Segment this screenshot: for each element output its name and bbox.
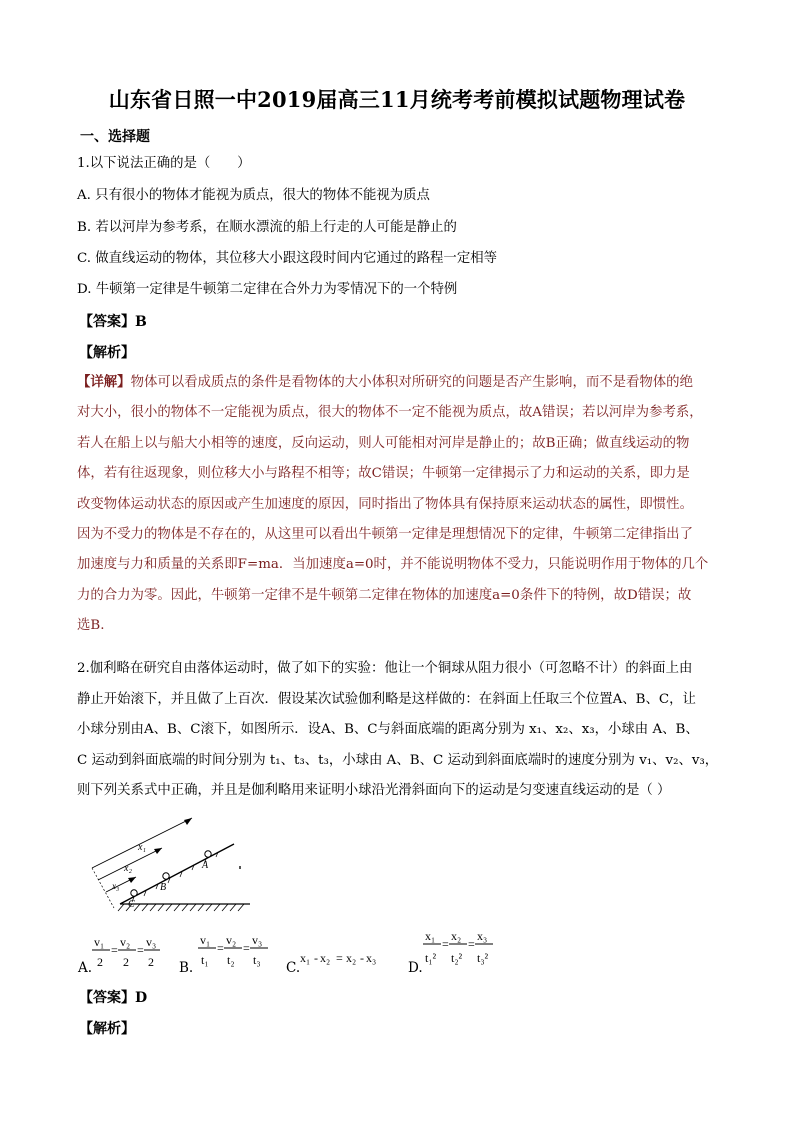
label-a: A — [202, 860, 209, 871]
svg-text:=: = — [137, 943, 144, 957]
q2-answer: 【答案】D — [79, 990, 148, 1006]
q1-detail-line: 因为不受力的物体是不存在的，从这里可以看出牛顿第一定律是理想情况下的定律，牛顿第二定律指出了 — [77, 527, 693, 543]
svg-text:x₂: x₂ — [320, 951, 331, 965]
q1-answer: 【答案】B — [79, 314, 147, 330]
q1-detail-line: 力的合力为零。因此，牛顿第一定律不是牛顿第二定律在物体的加速度a=0条件下的特例，故D错误；故 — [77, 587, 692, 603]
q2-option-c-label: C. — [286, 960, 301, 976]
q2-option-a-label: A. — [78, 960, 93, 976]
q2-option-b-formula — [198, 928, 270, 974]
q1-detail-line: 选B. — [77, 618, 105, 634]
q2-option-b-label: B. — [179, 960, 194, 976]
label-c: C — [128, 899, 135, 910]
svg-text:=: = — [111, 943, 118, 957]
q2-stem — [77, 654, 727, 807]
incline-figure — [84, 816, 254, 916]
svg-text:v₃: v₃ — [146, 935, 157, 949]
svg-text:2: 2 — [123, 955, 129, 969]
q2-stem-line: C 运动到斜面底端的时间分别为 t₁、t₃、t₃，小球由 A、B、C 运动到斜面底端时的速度分别为 v₁、v₂、v₃， — [77, 752, 719, 768]
svg-text:2: 2 — [148, 955, 154, 969]
q2-option-d-formula — [423, 926, 495, 974]
svg-text:x₁: x₁ — [425, 929, 436, 943]
q1-option-b: B. 若以河岸为参考系，在顺水漂流的船上行走的人可能是静止的 — [77, 220, 457, 235]
q1-stem: 1.以下说法正确的是（ ） — [77, 156, 251, 171]
svg-text:t₁²: t₁² — [425, 951, 437, 965]
stray-mark — [239, 866, 241, 869]
q1-detail-line: 若人在船上以与船大小相等的速度，反向运动，则人可能相对河岸是静止的；故B正确；做直线运动的物 — [77, 435, 690, 451]
q1-option-c: C. 做直线运动的物体，其位移大小跟这段时间内它通过的路程一定相等 — [77, 251, 497, 266]
q2-stem-line: 则下列关系式中正确，并且是伽利略用来证明小球沿光滑斜面向下的运动是匀变速直线运动的是（ ） — [77, 783, 671, 799]
svg-text:t₂²: t₂² — [451, 951, 463, 965]
svg-text:-: - — [314, 951, 318, 965]
q1-detail-line: 加速度与力和质量的关系即F=ma．当加速度a=0时，并不能说明物体不受力，只能说明作用于物体的几个 — [77, 557, 709, 573]
svg-text:=: = — [336, 951, 343, 965]
q1-option-a: A. 只有很小的物体才能视为质点，很大的物体不能视为质点 — [77, 188, 430, 203]
svg-text:=: = — [468, 937, 475, 951]
svg-text:x₁: x₁ — [300, 951, 311, 965]
svg-text:v₂: v₂ — [226, 933, 237, 947]
q2-stem-line: 小球分别由A、B、C滚下，如图所示．设A、B、C与斜面底端的距离分别为 x₁、x₂、x₃，小球由 A、B、 — [77, 722, 699, 738]
q2-option-a-formula — [90, 930, 160, 976]
q2-options — [78, 926, 598, 986]
svg-text:v₁: v₁ — [94, 935, 105, 949]
q2-analysis-label: 【解析】 — [79, 1021, 135, 1037]
svg-text:x₃: x₃ — [477, 929, 488, 943]
svg-text:=: = — [442, 937, 449, 951]
svg-text:-: - — [360, 951, 364, 965]
label-x3: x₃ — [112, 881, 120, 891]
q2-option-c-formula — [300, 946, 390, 970]
q1-detail-lead: 【详解】 — [77, 374, 131, 390]
label-x2: x₂ — [124, 863, 132, 874]
section-heading: 一、选择题 — [80, 129, 150, 145]
q2-stem-line: 2.伽利略在研究自由落体运动时，做了如下的实验：他让一个铜球从阻力很小（可忽略不计）的斜面上由 — [77, 661, 693, 676]
svg-text:x₃: x₃ — [366, 951, 377, 965]
svg-text:v₂: v₂ — [120, 935, 131, 949]
svg-text:v₃: v₃ — [252, 933, 263, 947]
label-x1: x₁ — [138, 842, 146, 853]
q1-detail-line: 体，若有往返现象，则位移大小与路程不相等；故C错误；牛顿第一定律揭示了力和运动的关系，即力是 — [77, 466, 690, 482]
svg-text:v₁: v₁ — [200, 933, 211, 947]
svg-text:t₃: t₃ — [253, 953, 261, 967]
svg-text:t₃²: t₃² — [477, 951, 489, 965]
q1-option-d: D. 牛顿第一定律是牛顿第二定律在合外力为零情况下的一个特例 — [77, 282, 458, 297]
q1-detail-line: 改变物体运动状态的原因或产生加速度的原因，同时指出了物体具有保持原来运动状态的属性，即惯性。 — [77, 496, 693, 512]
svg-text:x₂: x₂ — [451, 929, 462, 943]
q1-detail — [77, 367, 729, 642]
svg-text:t₂: t₂ — [227, 953, 235, 967]
svg-text:=: = — [217, 941, 224, 955]
svg-text:t₁: t₁ — [201, 953, 209, 967]
label-b: B — [160, 882, 167, 893]
q1-detail-line: 【详解】物体可以看成质点的条件是看物体的大小体积对所研究的问题是否产生影响，而不是看物体的绝 — [77, 374, 693, 390]
svg-text:=: = — [243, 941, 250, 955]
q1-analysis-label: 【解析】 — [79, 345, 135, 361]
q2-option-d-label: D. — [408, 960, 423, 976]
q2-stem-line: 静止开始滚下，并且做了上百次．假设某次试验伽利略是这样做的：在斜面上任取三个位置A、B、C，让 — [77, 691, 696, 707]
svg-text:x₂: x₂ — [346, 951, 357, 965]
q1-detail-line: 对大小，很小的物体不一定能视为质点，很大的物体不一定不能视为质点，故A错误；若以河岸为参考系， — [77, 405, 703, 421]
page-title: 山东省日照一中2019届高三11月统考考前模拟试题物理试卷 — [108, 87, 686, 112]
svg-text:2: 2 — [97, 955, 103, 969]
